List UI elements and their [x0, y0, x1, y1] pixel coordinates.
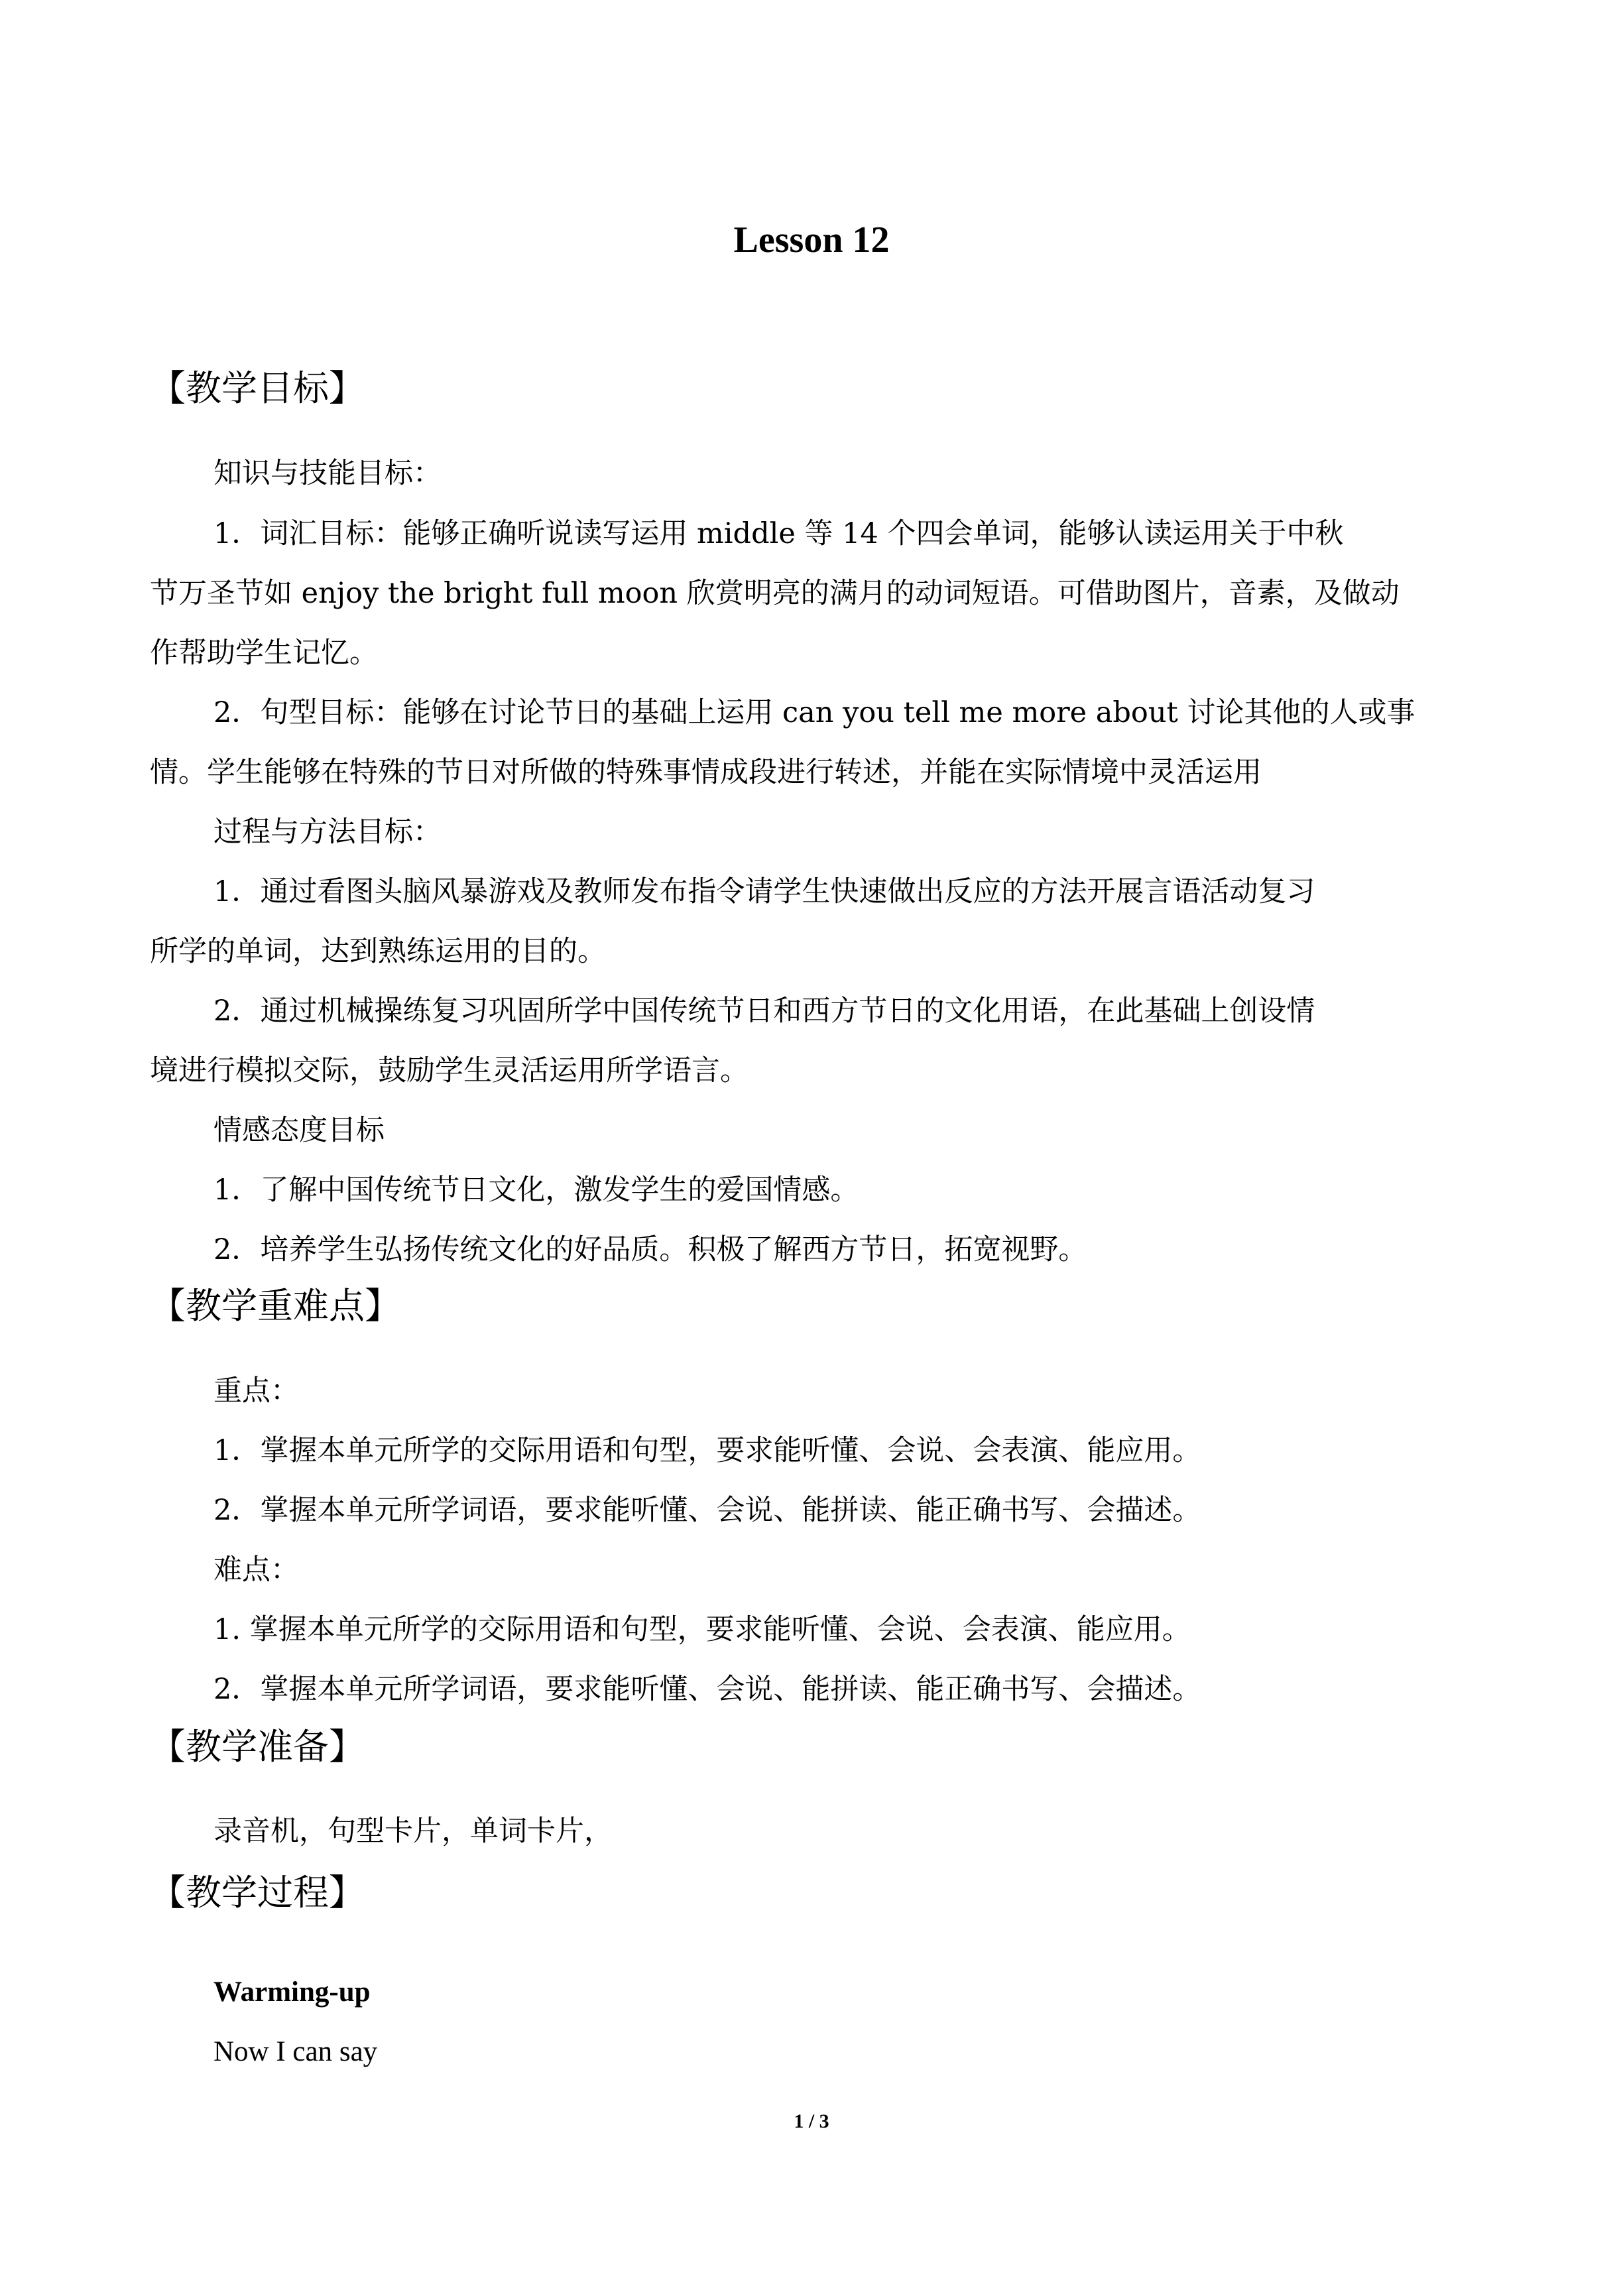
page-number: 1 / 3: [794, 2110, 829, 2132]
process-goal-1-line-2: 所学的单词，达到熟练运用的目的。: [150, 935, 606, 968]
section-heading-process: 【教学过程】: [150, 1872, 365, 1913]
section-heading-preparation: 【教学准备】: [150, 1726, 365, 1768]
vocab-goal-line-1: 1．词汇目标：能够正确听说读写运用 middle 等 14 个四会单词，能够认读运用关于中秋: [213, 517, 1344, 550]
key-point-label: 重点：: [213, 1374, 299, 1408]
difficulty-2: 2．掌握本单元所学词语，要求能听懂、会说、能拼读、能正确书写、会描述。: [213, 1673, 1201, 1706]
process-goal-2-line-1: 2．通过机械操练复习巩固所学中国传统节日和西方节日的文化用语，在此基础上创设情: [213, 995, 1315, 1028]
emotion-goal-2: 2．培养学生弘扬传统文化的好品质。积极了解西方节日，拓宽视野。: [213, 1233, 1087, 1266]
emotion-attitude-label: 情感态度目标: [213, 1114, 385, 1147]
page-title: Lesson 12: [733, 219, 890, 261]
process-goal-1-line-1: 1．通过看图头脑风暴游戏及教师发布指令请学生快速做出反应的方法开展言语活动复习: [213, 875, 1315, 908]
preparation-items: 录音机，句型卡片，单词卡片，: [213, 1815, 613, 1848]
section-heading-objectives: 【教学目标】: [150, 367, 365, 409]
process-goal-2-line-2: 境进行模拟交际，鼓励学生灵活运用所学语言。: [150, 1054, 749, 1087]
vocab-goal-line-2: 节万圣节如 enjoy the bright full moon 欣赏明亮的满月的动词短语。可借助图片，音素，及做动: [150, 577, 1400, 610]
emotion-goal-1: 1．了解中国传统节日文化，激发学生的爱国情感。: [213, 1174, 859, 1207]
warming-up-label: Warming-up: [213, 1976, 371, 2008]
vocab-goal-line-3: 作帮助学生记忆。: [150, 636, 378, 670]
knowledge-skills-label: 知识与技能目标：: [213, 457, 442, 490]
difficulty-label: 难点：: [213, 1553, 299, 1587]
difficulty-1: 1. 掌握本单元所学的交际用语和句型，要求能听懂、会说、会表演、能应用。: [213, 1613, 1191, 1646]
key-point-1: 1．掌握本单元所学的交际用语和句型，要求能听懂、会说、会表演、能应用。: [213, 1434, 1201, 1467]
section-heading-key-points: 【教学重难点】: [150, 1285, 400, 1327]
sentence-goal-line-2: 情。学生能够在特殊的节日对所做的特殊事情成段进行转述，并能在实际情境中灵活运用: [150, 756, 1262, 789]
key-point-2: 2．掌握本单元所学词语，要求能听懂、会说、能拼读、能正确书写、会描述。: [213, 1494, 1201, 1527]
warming-up-text: Now I can say: [213, 2036, 378, 2067]
sentence-goal-line-1: 2．句型目标：能够在讨论节日的基础上运用 can you tell me more about 讨论其他的人或事: [213, 696, 1415, 729]
process-method-label: 过程与方法目标：: [213, 816, 442, 849]
